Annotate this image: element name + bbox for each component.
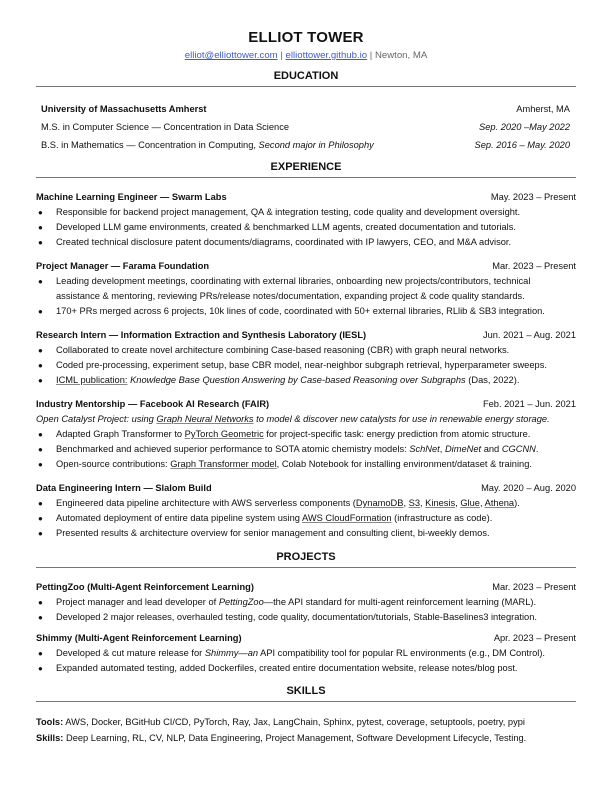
section-divider <box>36 567 576 568</box>
bullet-item <box>36 205 576 220</box>
text-segment: Developed & cut mature release for <box>56 648 205 658</box>
text-segment: DimeNet <box>444 444 482 454</box>
job-entry <box>36 328 576 388</box>
entry-date: May. 2023 – Present <box>490 192 576 202</box>
entry-header <box>36 190 576 205</box>
text-segment: Leading development meetings, coordinating with external libraries, onboarding new projects/contributors, technical assistance & mentoring, reviewing PRs/release notes/documentation, expanding project & code quality standards. <box>56 276 531 301</box>
bullet-text <box>56 220 576 235</box>
bullet-icon: ● <box>38 529 43 538</box>
tools-list: AWS, Docker, BGitHub CI/CD, PyTorch, Ray, Jax, LangChain, Sphinx, pytest, coverage, setuptools, poetry, pypi <box>63 717 525 727</box>
entry-title: Shimmy (Multi-Agent Reinforcement Learning) <box>36 633 242 643</box>
text-segment: 170+ PRs merged across 6 projects, 10k lines of code, coordinated with 50+ external libraries, RLlib & SB3 integration. <box>56 306 545 316</box>
text-segment: for project-specific task: energy prediction from atomic structure. <box>263 429 531 439</box>
project-entry <box>36 631 576 676</box>
location: Newton, MA <box>374 50 428 61</box>
bullet-icon: ● <box>38 598 43 607</box>
bullet-text <box>56 442 576 457</box>
text-segment: , <box>439 444 445 454</box>
bullet-icon: ● <box>38 346 43 355</box>
text-segment: , <box>455 498 461 508</box>
projects-section <box>36 549 576 676</box>
bullet-icon: ● <box>38 445 43 454</box>
bullet-text <box>56 595 576 610</box>
bullet-icon: ● <box>38 208 43 217</box>
bullet-icon: ● <box>38 238 43 247</box>
bullet-icon: ● <box>38 223 43 232</box>
text-segment: Open-source contributions: <box>56 459 171 469</box>
bullet-item <box>36 496 576 511</box>
bullet-item <box>36 304 576 319</box>
bullet-text <box>56 343 576 358</box>
bullet-item <box>36 427 576 442</box>
link[interactable]: Graph Neural Networks <box>156 414 254 424</box>
bullet-icon: ● <box>38 307 43 316</box>
bullet-icon: ● <box>38 499 43 508</box>
text-segment: Coded pre-processing, experiment setup, base CBR model, near-neighbor subgraph retrieval, hyperparameter sweeps. <box>56 360 547 370</box>
experience-section <box>36 159 576 541</box>
degree-row <box>41 136 570 154</box>
bullet-item <box>36 343 576 358</box>
entry-header <box>36 259 576 274</box>
degree-name <box>41 136 374 154</box>
job-entry <box>36 190 576 250</box>
candidate-name: ELLIOT TOWER <box>248 29 364 46</box>
entry-date: Mar. 2023 – Present <box>492 582 576 592</box>
separator: | <box>369 50 373 61</box>
link[interactable]: Kinesis <box>425 498 456 508</box>
text-segment: Expanded automated testing, added Dockerfiles, created entire documentation website, release notes/blog post. <box>56 663 518 673</box>
bullet-text <box>56 235 576 250</box>
bullet-icon: ● <box>38 664 43 673</box>
link[interactable]: ICML publication: <box>56 375 128 385</box>
text-segment: Adapted Graph Transformer to <box>56 429 185 439</box>
text-segment: Project manager and lead developer of <box>56 597 219 607</box>
entry-subtitle <box>36 412 576 427</box>
bullet-text <box>56 205 576 220</box>
bullet-item <box>36 646 576 661</box>
entry-date: Jun. 2021 – Aug. 2021 <box>482 330 576 340</box>
bullet-icon: ● <box>38 361 43 370</box>
text-segment: (Das, 2022). <box>465 375 520 385</box>
bullet-item <box>36 526 576 541</box>
link[interactable]: S3 <box>408 498 420 508</box>
skills-label: Skills: <box>36 733 64 743</box>
text-segment: . <box>535 444 539 454</box>
job-entry <box>36 397 576 472</box>
entry-date: May. 2020 – Aug. 2020 <box>481 483 576 493</box>
bullet-icon: ● <box>38 277 43 286</box>
text-segment: Benchmarked and achieved superior performance to SOTA atomic chemistry models: <box>56 444 410 454</box>
text-segment: —the API standard for multi-agent reinforcement learning (MARL). <box>263 597 537 607</box>
bullet-icon: ● <box>38 613 43 622</box>
text-segment: Presented results & architecture overview for senior management and consulting client, bi-weekly demos. <box>56 528 490 538</box>
bullet-item <box>36 358 576 373</box>
entry-header <box>36 481 576 496</box>
bullet-text <box>56 610 576 625</box>
link[interactable]: Glue <box>460 498 480 508</box>
resume-page <box>36 0 576 746</box>
bullet-icon: ● <box>38 430 43 439</box>
entry-title: PettingZoo (Multi-Agent Reinforcement Learning) <box>36 582 254 592</box>
text-segment: to model & discover new catalysts for use in renewable energy storage. <box>253 414 550 424</box>
text-segment: Knowledge Base Question Answering by Case-based Reasoning over Subgraphs <box>130 375 466 385</box>
bullet-text <box>56 496 576 511</box>
text-segment: (infrastructure as code). <box>391 513 493 523</box>
website-link[interactable]: elliottower.github.io <box>285 50 368 61</box>
bullet-text <box>56 358 576 373</box>
skills-section <box>36 683 576 746</box>
degree-row <box>41 118 570 136</box>
bullet-icon: ● <box>38 649 43 658</box>
text-segment: Developed 2 major releases, overhauled testing, code quality, documentation/tutorials, Stable-Baselines3 integration. <box>56 612 537 622</box>
text-segment: Responsible for backend project management, QA & integration testing, code quality and development oversight. <box>56 207 521 217</box>
tools-label: Tools: <box>36 717 64 727</box>
entry-title: Industry Mentorship — Facebook AI Research (FAIR) <box>36 399 270 409</box>
text-segment: SchNet <box>409 444 440 454</box>
separator: | <box>280 50 283 61</box>
education-section <box>36 68 576 154</box>
bullet-item <box>36 610 576 625</box>
bullet-text <box>56 373 576 388</box>
entry-date: Apr. 2023 – Present <box>493 633 576 643</box>
text-segment: ). <box>514 498 520 508</box>
bullet-item <box>36 373 576 388</box>
bullet-item <box>36 457 576 472</box>
email-link[interactable]: elliot@elliottower.com <box>184 50 278 61</box>
link[interactable]: PyTorch Geometric <box>184 429 264 439</box>
skills-list: Deep Learning, RL, CV, NLP, Data Engineering, Project Management, Software Development Lifecycle, Testing. <box>63 733 527 743</box>
entry-title: Data Engineering Intern — Slalom Build <box>36 483 212 493</box>
text-segment: Collaborated to create novel architecture combining Case-based reasoning (CBR) with graph neural networks. <box>56 345 510 355</box>
bullet-item <box>36 661 576 676</box>
bullet-item <box>36 511 576 526</box>
text-segment: Automated deployment of entire data pipeline system using <box>56 513 302 523</box>
text-segment: , <box>479 498 485 508</box>
text-segment: CGCNN <box>501 444 536 454</box>
entry-header <box>36 328 576 343</box>
bullet-text <box>56 274 576 304</box>
bullet-item <box>36 235 576 250</box>
text-segment: PettingZoo <box>218 597 264 607</box>
bullet-text <box>56 646 576 661</box>
text-segment: Developed LLM game environments, created & benchmarked LLM agents, created documentation and tutorials. <box>56 222 516 232</box>
school-name: University of Massachusetts Amherst <box>41 104 207 114</box>
bullet-text <box>56 511 576 526</box>
degree-name <box>41 118 289 136</box>
entry-header <box>36 580 576 595</box>
entry-date: Mar. 2023 – Present <box>492 261 576 271</box>
bullet-item <box>36 220 576 235</box>
bullet-item <box>36 274 576 304</box>
school-location: Amherst, MA <box>516 104 570 114</box>
bullet-icon: ● <box>38 514 43 523</box>
text-segment: Engineered data pipeline architecture with AWS serverless components ( <box>56 498 356 508</box>
bullet-icon: ● <box>38 460 43 469</box>
entry-date: Feb. 2021 – Jun. 2021 <box>482 399 576 409</box>
text-segment: and <box>481 444 502 454</box>
tools-line <box>36 714 576 730</box>
text-segment: Created technical disclosure patent documents/diagrams, coordinated with IP lawyers, CEO, and M&A advisor. <box>56 237 512 247</box>
text-segment: Open Catalyst Project: using <box>36 414 157 424</box>
entry-header <box>36 397 576 412</box>
link[interactable]: Athena <box>484 498 515 508</box>
bullet-item <box>36 595 576 610</box>
text-segment: M.S. in Computer Science — Concentration in Data Science <box>41 122 290 132</box>
bullet-item <box>36 442 576 457</box>
entry-title: Machine Learning Engineer — Swarm Labs <box>36 192 227 202</box>
text-segment: Second major in Philosophy <box>258 140 374 150</box>
project-entry <box>36 580 576 625</box>
education-entry <box>36 100 576 154</box>
section-heading: SKILLS <box>286 685 326 697</box>
link[interactable]: DynamoDB <box>355 498 404 508</box>
entry-title: Project Manager — Farama Foundation <box>36 261 210 271</box>
bullet-text <box>56 304 576 319</box>
section-divider <box>36 86 576 87</box>
bullet-text <box>56 526 576 541</box>
degree-date: Sep. 2020 –May 2022 <box>479 122 570 132</box>
text-segment: Shimmy—an <box>204 648 259 658</box>
text-segment: , <box>403 498 409 508</box>
section-divider <box>36 701 576 702</box>
link[interactable]: Graph Transformer model <box>170 459 277 469</box>
text-segment: , Colab Notebook for installing environment/dataset & training. <box>276 459 532 469</box>
entry-header <box>36 631 576 646</box>
bullet-text <box>56 457 576 472</box>
job-entry <box>36 481 576 541</box>
text-segment: B.S. in Mathematics — Concentration in Computing, <box>41 140 259 150</box>
bullet-text <box>56 661 576 676</box>
entry-title: Research Intern — Information Extraction and Synthesis Laboratory (IESL) <box>36 330 367 340</box>
section-heading: PROJECTS <box>276 551 336 563</box>
bullet-icon: ● <box>38 376 43 385</box>
skills-line <box>36 730 576 746</box>
section-divider <box>36 177 576 178</box>
text-segment: API compatibility tool for popular RL environments (e.g., DM Control). <box>258 648 545 658</box>
text-segment: , <box>420 498 426 508</box>
bullet-text <box>56 427 576 442</box>
degree-date: Sep. 2016 – May. 2020 <box>474 140 570 150</box>
contact-line <box>36 49 576 63</box>
job-entry <box>36 259 576 319</box>
section-heading: EDUCATION <box>273 70 339 82</box>
section-heading: EXPERIENCE <box>270 161 342 173</box>
link[interactable]: AWS CloudFormation <box>302 513 392 523</box>
